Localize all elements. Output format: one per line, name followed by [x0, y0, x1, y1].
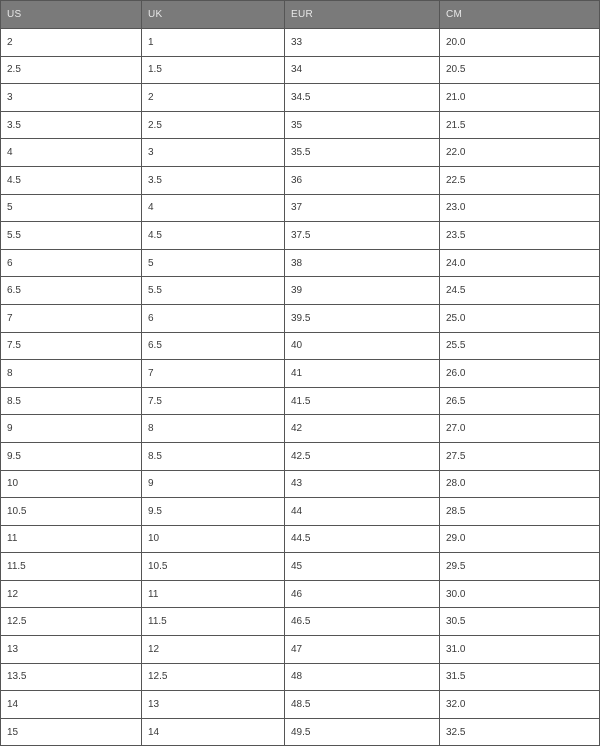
- cell-cm: 21.0: [440, 84, 600, 112]
- cell-eur: 33: [285, 29, 440, 57]
- cell-us: 11: [1, 525, 142, 553]
- table-row: [1, 442, 600, 470]
- cell-cm: 25.0: [440, 304, 600, 332]
- cell-uk: 3: [142, 139, 285, 167]
- table-row: [1, 360, 600, 388]
- cell-eur: 34.5: [285, 84, 440, 112]
- cell-us: 8: [1, 360, 142, 388]
- cell-uk: 7: [142, 360, 285, 388]
- cell-cm: 31.0: [440, 636, 600, 664]
- cell-uk: 5: [142, 249, 285, 277]
- table-row: [1, 553, 600, 581]
- table-row: [1, 249, 600, 277]
- cell-eur: 35: [285, 111, 440, 139]
- cell-eur: 42.5: [285, 442, 440, 470]
- cell-eur: 47: [285, 636, 440, 664]
- cell-uk: 8: [142, 415, 285, 443]
- table-row: [1, 29, 600, 57]
- cell-cm: 32.0: [440, 691, 600, 719]
- cell-eur: 46: [285, 580, 440, 608]
- cell-uk: 12: [142, 636, 285, 664]
- header-row: [1, 1, 600, 29]
- table-row: [1, 166, 600, 194]
- cell-uk: 9: [142, 470, 285, 498]
- table-row: [1, 304, 600, 332]
- cell-cm: 30.5: [440, 608, 600, 636]
- cell-us: 9.5: [1, 442, 142, 470]
- header-us: US: [1, 1, 142, 29]
- cell-cm: 28.0: [440, 470, 600, 498]
- cell-us: 8.5: [1, 387, 142, 415]
- cell-uk: 5.5: [142, 277, 285, 305]
- cell-cm: 27.5: [440, 442, 600, 470]
- cell-eur: 37.5: [285, 222, 440, 250]
- cell-us: 9: [1, 415, 142, 443]
- cell-cm: 22.0: [440, 139, 600, 167]
- cell-us: 15: [1, 718, 142, 746]
- cell-us: 4: [1, 139, 142, 167]
- cell-cm: 28.5: [440, 498, 600, 526]
- header-eur: EUR: [285, 1, 440, 29]
- table-row: [1, 525, 600, 553]
- cell-cm: 23.5: [440, 222, 600, 250]
- cell-uk: 11.5: [142, 608, 285, 636]
- table-row: [1, 387, 600, 415]
- cell-us: 13: [1, 636, 142, 664]
- table-row: [1, 470, 600, 498]
- cell-cm: 26.0: [440, 360, 600, 388]
- cell-eur: 48.5: [285, 691, 440, 719]
- table-row: [1, 663, 600, 691]
- cell-uk: 10.5: [142, 553, 285, 581]
- cell-uk: 8.5: [142, 442, 285, 470]
- table-row: [1, 194, 600, 222]
- cell-uk: 2: [142, 84, 285, 112]
- table-body: [1, 29, 600, 746]
- cell-cm: 29.0: [440, 525, 600, 553]
- cell-us: 12.5: [1, 608, 142, 636]
- cell-us: 5: [1, 194, 142, 222]
- cell-us: 10.5: [1, 498, 142, 526]
- cell-uk: 4: [142, 194, 285, 222]
- cell-us: 4.5: [1, 166, 142, 194]
- cell-eur: 38: [285, 249, 440, 277]
- cell-cm: 20.0: [440, 29, 600, 57]
- cell-cm: 29.5: [440, 553, 600, 581]
- cell-eur: 49.5: [285, 718, 440, 746]
- cell-us: 10: [1, 470, 142, 498]
- cell-eur: 37: [285, 194, 440, 222]
- cell-cm: 22.5: [440, 166, 600, 194]
- cell-us: 6: [1, 249, 142, 277]
- cell-uk: 7.5: [142, 387, 285, 415]
- cell-eur: 45: [285, 553, 440, 581]
- cell-cm: 25.5: [440, 332, 600, 360]
- table-row: [1, 111, 600, 139]
- cell-us: 13.5: [1, 663, 142, 691]
- cell-us: 11.5: [1, 553, 142, 581]
- cell-eur: 48: [285, 663, 440, 691]
- table-row: [1, 498, 600, 526]
- cell-uk: 1: [142, 29, 285, 57]
- table-row: [1, 580, 600, 608]
- table-row: [1, 691, 600, 719]
- cell-cm: 21.5: [440, 111, 600, 139]
- cell-eur: 44.5: [285, 525, 440, 553]
- cell-eur: 35.5: [285, 139, 440, 167]
- cell-cm: 24.0: [440, 249, 600, 277]
- cell-uk: 10: [142, 525, 285, 553]
- table-row: [1, 56, 600, 84]
- cell-us: 3.5: [1, 111, 142, 139]
- cell-eur: 41.5: [285, 387, 440, 415]
- cell-cm: 24.5: [440, 277, 600, 305]
- cell-cm: 23.0: [440, 194, 600, 222]
- cell-cm: 26.5: [440, 387, 600, 415]
- cell-eur: 39: [285, 277, 440, 305]
- cell-cm: 31.5: [440, 663, 600, 691]
- header-cm: CM: [440, 1, 600, 29]
- table-row: [1, 277, 600, 305]
- cell-uk: 9.5: [142, 498, 285, 526]
- cell-us: 6.5: [1, 277, 142, 305]
- cell-us: 2: [1, 29, 142, 57]
- cell-uk: 13: [142, 691, 285, 719]
- cell-uk: 12.5: [142, 663, 285, 691]
- table-row: [1, 718, 600, 746]
- table-row: [1, 84, 600, 112]
- cell-us: 5.5: [1, 222, 142, 250]
- cell-eur: 39.5: [285, 304, 440, 332]
- cell-uk: 1.5: [142, 56, 285, 84]
- table-header: [1, 1, 600, 29]
- cell-cm: 32.5: [440, 718, 600, 746]
- cell-cm: 30.0: [440, 580, 600, 608]
- cell-uk: 6.5: [142, 332, 285, 360]
- table-row: [1, 332, 600, 360]
- cell-eur: 34: [285, 56, 440, 84]
- table-row: [1, 222, 600, 250]
- cell-us: 3: [1, 84, 142, 112]
- cell-cm: 20.5: [440, 56, 600, 84]
- header-uk: UK: [142, 1, 285, 29]
- cell-eur: 41: [285, 360, 440, 388]
- cell-uk: 14: [142, 718, 285, 746]
- table-row: [1, 139, 600, 167]
- cell-uk: 6: [142, 304, 285, 332]
- cell-uk: 2.5: [142, 111, 285, 139]
- table-row: [1, 636, 600, 664]
- cell-eur: 46.5: [285, 608, 440, 636]
- cell-us: 14: [1, 691, 142, 719]
- cell-eur: 44: [285, 498, 440, 526]
- cell-eur: 36: [285, 166, 440, 194]
- cell-uk: 3.5: [142, 166, 285, 194]
- cell-eur: 40: [285, 332, 440, 360]
- table-row: [1, 608, 600, 636]
- cell-us: 12: [1, 580, 142, 608]
- cell-uk: 4.5: [142, 222, 285, 250]
- cell-us: 2.5: [1, 56, 142, 84]
- cell-us: 7.5: [1, 332, 142, 360]
- cell-eur: 43: [285, 470, 440, 498]
- table-row: [1, 415, 600, 443]
- cell-cm: 27.0: [440, 415, 600, 443]
- cell-us: 7: [1, 304, 142, 332]
- cell-uk: 11: [142, 580, 285, 608]
- cell-eur: 42: [285, 415, 440, 443]
